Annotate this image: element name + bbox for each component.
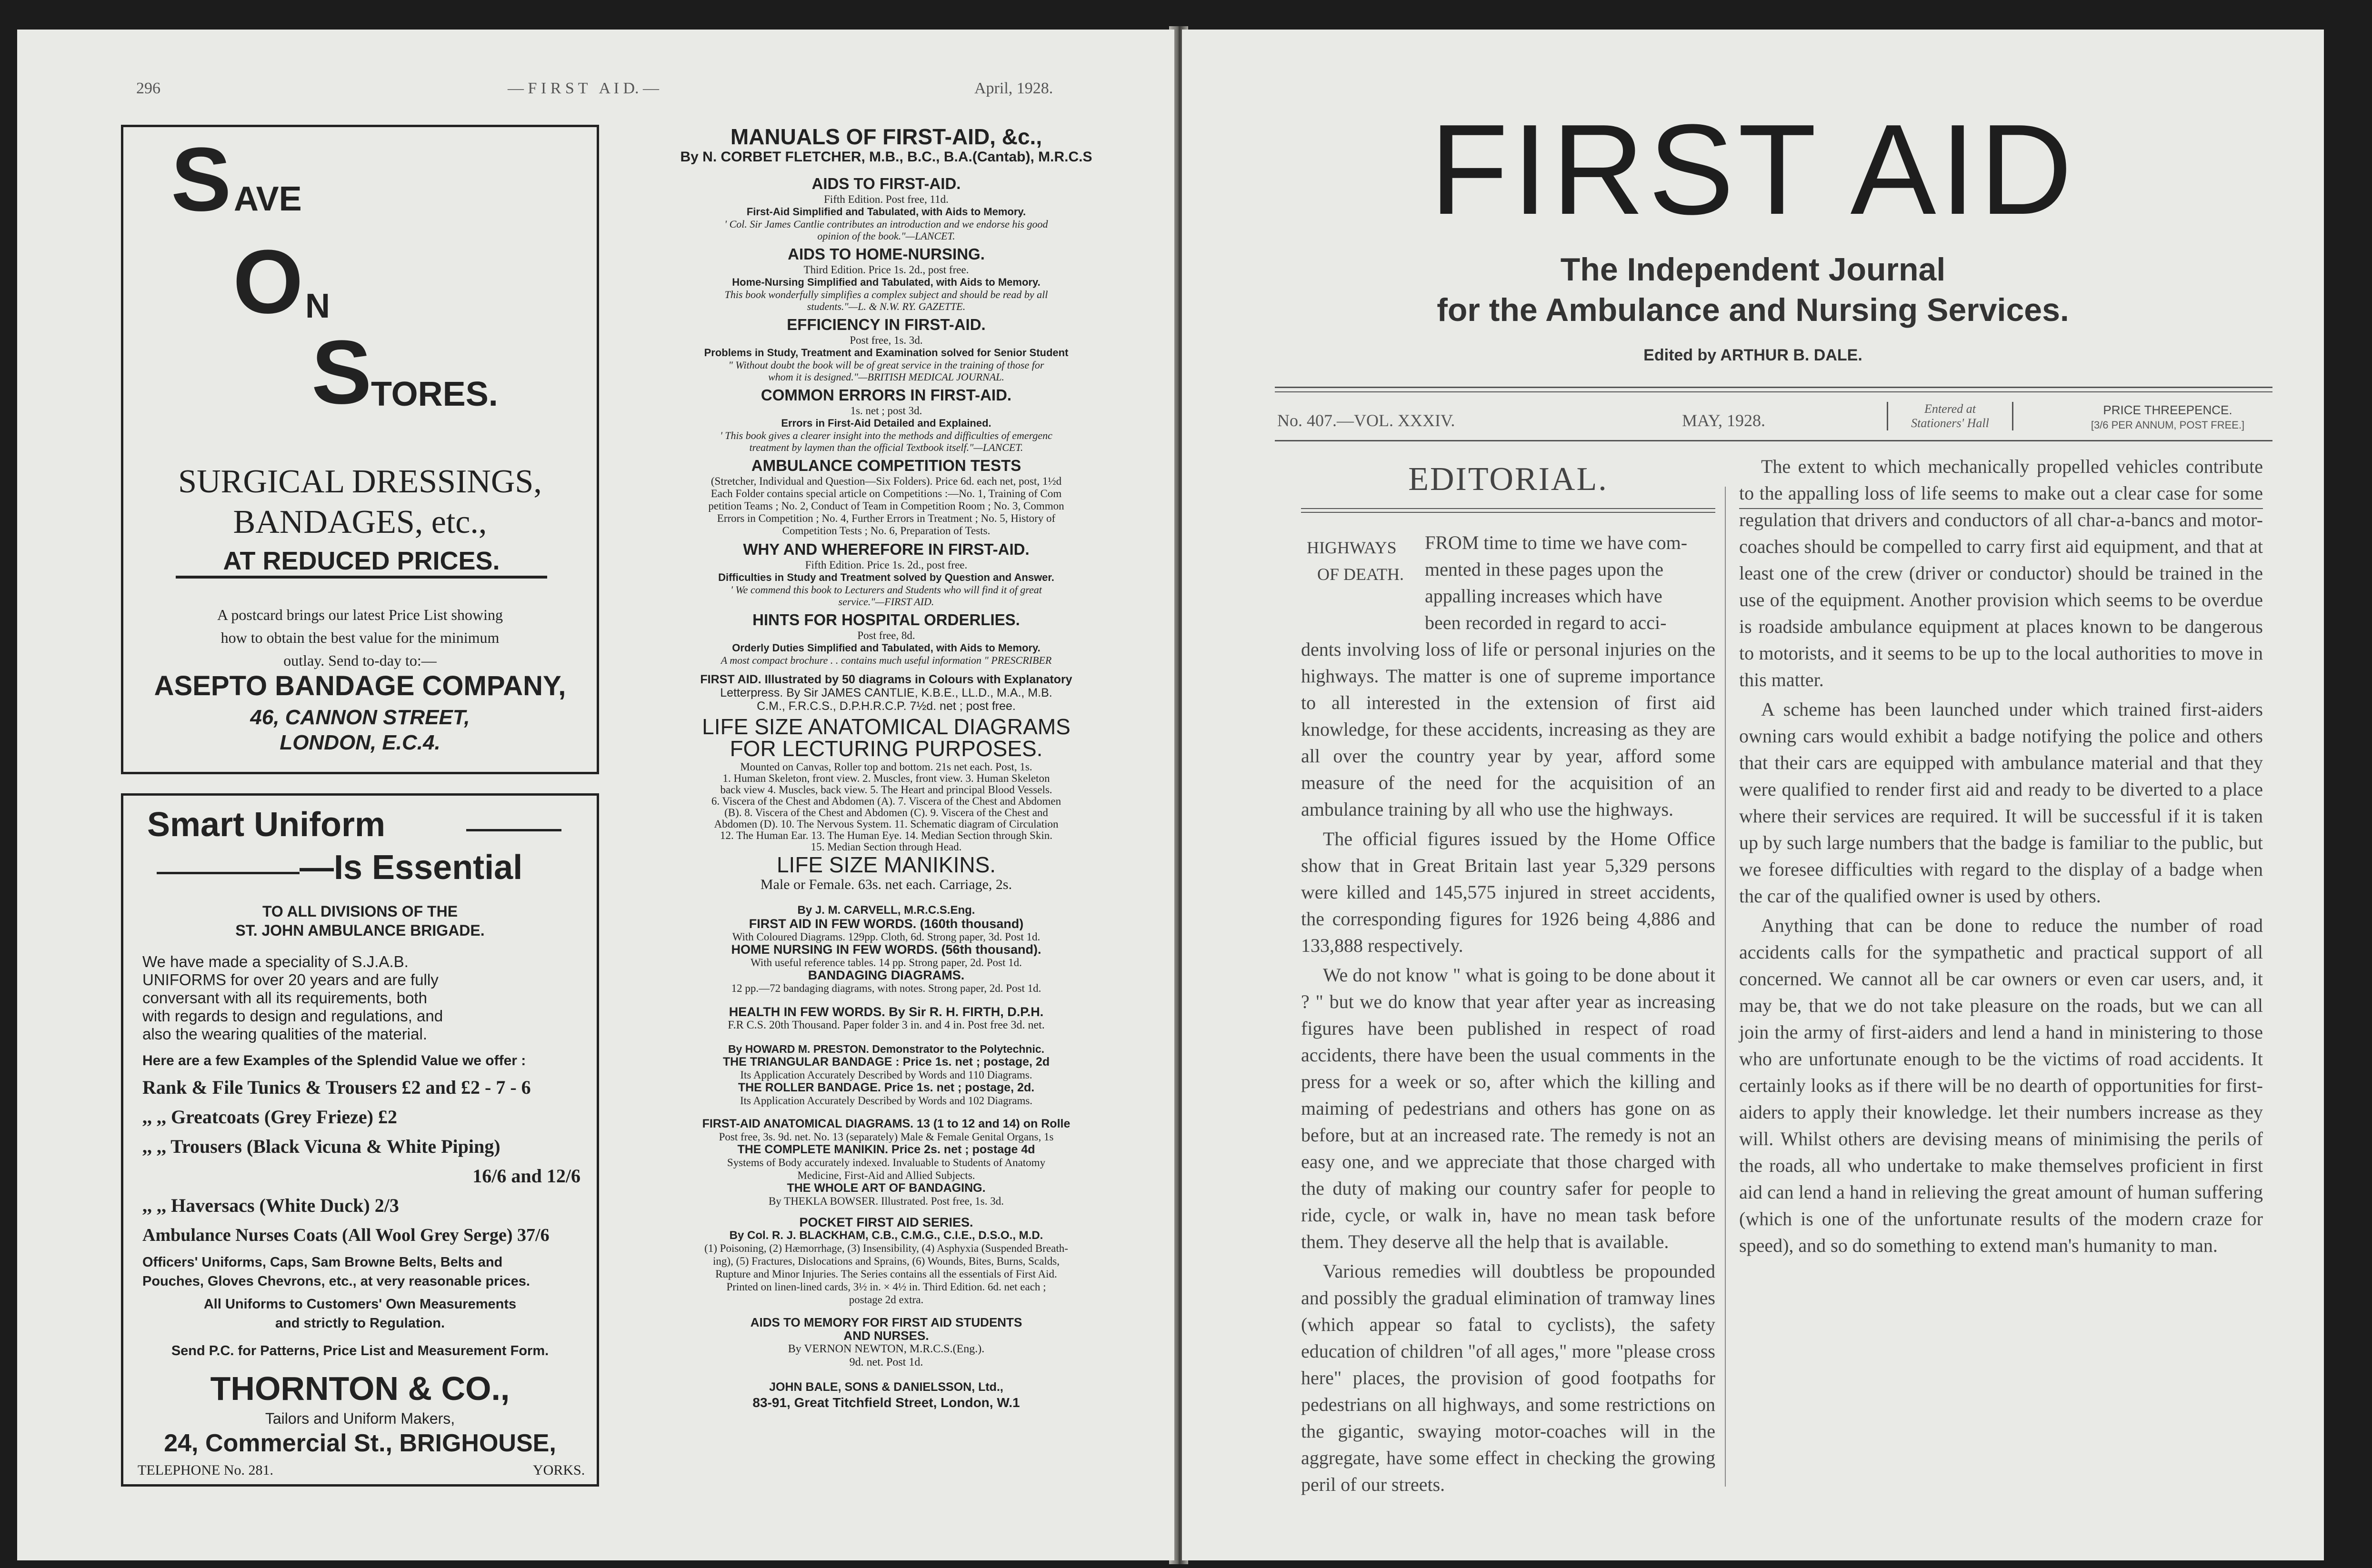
ad-price-item: ,, ,, Greatcoats (Grey Frieze) £2: [142, 1106, 397, 1128]
manual-line: opinion of the book."—LANCET.: [817, 230, 955, 242]
carvell-line: With useful reference tables. 14 pp. Strong paper, 2d. Post 1d.: [751, 957, 1022, 969]
ad-to-all: TO ALL DIVISIONS OF THE: [262, 903, 458, 920]
masthead-rule-top-2: [1275, 391, 2272, 392]
ad-surgical: SURGICAL DRESSINGS,: [178, 463, 542, 500]
ad-para-line: conversant with all its requirements, both: [142, 989, 427, 1007]
ad-send-pc: Send P.C. for Patterns, Price List and Measurement Form.: [171, 1343, 549, 1358]
preston-line: Its Application Accurately Described by Words and 102 Diagrams.: [740, 1095, 1033, 1107]
preston-author: By HOWARD M. PRESTON. Demonstrator to the Polytechnic.: [728, 1043, 1045, 1055]
diagram-line: Abdomen (D). 10. The Nervous System. 11. Schematic diagram of Circulation: [714, 819, 1059, 830]
diagrams-title-2: FOR LECTURING PURPOSES.: [730, 736, 1043, 761]
pocket-series: [622, 1216, 1151, 1306]
publisher-1: JOHN BALE, SONS & DANIELSSON, Ltd.,: [769, 1380, 1003, 1394]
manual-line: Home-Nursing Simplified and Tabulated, with Aids to Memory.: [732, 276, 1041, 288]
ad-officers-line: Pouches, Gloves Chevrons, etc., at very reasonable prices.: [142, 1274, 530, 1289]
editorial-paragraph: We do not know " what is going to be done about it ? " but we do know that year after year as increasing figures have been published in respect of road accidents, there have been the usual comments in the press for a week or so, after which the killing and maiming of pedestrians and others has gone on as before, but at an increased rate. The remedy is not an easy one, and we appreciate that those charged with the duty of making our country safer for people to ride, cycle, or walk in, have no mean task before them. They deserve all the help that is available.: [1301, 964, 1715, 1252]
diagram-line: Mounted on Canvas, Roller top and bottom. 21s net each. Post, 1s.: [740, 761, 1032, 773]
ad-desc: [123, 603, 597, 672]
page-number: 296: [136, 80, 160, 97]
manual-line: treatment by laymen than the official Textbook itself."—LANCET.: [749, 441, 1023, 453]
ad-all-uniforms: All Uniforms to Customers' Own Measurements: [203, 1297, 517, 1312]
manual-title: AIDS TO FIRST-AID.: [811, 175, 961, 192]
manual-line: Third Edition. Price 1s. 2d., post free.: [803, 264, 969, 276]
diagram-line: 6. Viscera of the Chest and Abdomen (A). 7. Viscera of the Chest and Abdomen: [711, 796, 1061, 807]
manual-line: Orderly Duties Simplified and Tabulated, with Aids to Memory.: [732, 642, 1041, 654]
ad-para-line: also the wearing qualities of the material.: [142, 1025, 427, 1043]
anat-line: FIRST-AID ANATOMICAL DIAGRAMS. 13 (1 to 12 and 14) on Rolle: [702, 1118, 1071, 1130]
preston-line: Its Application Accurately Described by Words and 110 Diagrams.: [740, 1069, 1032, 1081]
cantlie-line: FIRST AID. Illustrated by 50 diagrams in Colours with Explanatory: [700, 673, 1072, 686]
diagram-line: 15. Median Section through Head.: [811, 841, 962, 853]
ad-para-line: We have made a speciality of S.J.A.B.: [142, 953, 409, 970]
manuals-column: [622, 125, 1151, 1411]
ad-smart-uniform: [121, 793, 599, 1487]
side-heading: [1307, 534, 1404, 588]
aids-memory-line: 9d. net. Post 1d.: [849, 1356, 923, 1368]
manikins-title: LIFE SIZE MANIKINS.: [776, 852, 996, 877]
carvell-line: 12 pp.—72 bandaging diagrams, with notes. Strong paper, 2d. Post 1d.: [731, 982, 1041, 994]
manual-line: This book wonderfully simplifies a complex subject and should be read by all: [724, 289, 1048, 300]
ad-tores-text: TORES.: [371, 375, 498, 413]
carvell-line: FIRST AID IN FEW WORDS. (160th thousand): [749, 918, 1024, 930]
carvell-list: [622, 918, 1151, 995]
ad-s-letter: S: [171, 129, 231, 230]
manual-line: ' This book gives a clearer insight into the methods and difficulties of emergenc: [720, 429, 1052, 441]
diagrams-title-1: LIFE SIZE ANATOMICAL DIAGRAMS: [702, 714, 1071, 739]
ad-telephone: TELEPHONE No. 281.: [138, 1462, 273, 1478]
health-block: [622, 1005, 1151, 1032]
ad-desc-1: A postcard brings our latest Price List showing: [217, 606, 503, 623]
editorial-column-2: [1739, 453, 2263, 1262]
masthead-title: FIRST AID: [1430, 98, 2076, 241]
cantlie-line: C.M., F.R.C.S., D.P.H.R.C.P. 7½d. net ; post free.: [757, 699, 1016, 713]
publisher-2: 83-91, Great Titchfield Street, London, W.1: [752, 1395, 1020, 1410]
editorial-paragraph: The official figures issued by the Home Office show that in Great Britain last year 5,329 persons were killed and 145,575 injured in street accidents, the corresponding figures for 1926 being 4,886 and 133,888 respectively.: [1301, 828, 1715, 956]
price: PRICE THREEPENCE.: [2103, 403, 2232, 417]
manual-line: Problems in Study, Treatment and Examination solved for Senior Student: [704, 347, 1069, 359]
ad-county: YORKS.: [533, 1462, 585, 1478]
ad-officers: [142, 1253, 580, 1291]
cantlie-line: Letterpress. By Sir JAMES CANTLIE, K.B.E., LL.D., M.A., M.B.: [720, 686, 1052, 699]
manual-line: " Without doubt the book will be of great service in the training of those for: [728, 359, 1044, 371]
manual-line: First-Aid Simplified and Tabulated, with Aids to Memory.: [746, 206, 1026, 218]
manual-line: Difficulties in Study and Treatment solved by Question and Answer.: [718, 571, 1054, 583]
manual-line: (Stretcher, Individual and Question—Six Folders). Price 6d. each net, post, 1½d: [711, 475, 1062, 487]
issue-number: No. 407.—VOL. XXXIV.: [1277, 411, 1455, 430]
manual-line: Post free, 8d.: [857, 629, 915, 641]
ad-n-text: N: [305, 287, 330, 325]
diagrams-list: [622, 761, 1151, 853]
header-date: April, 1928.: [974, 80, 1053, 97]
ad-price-item: ,, ,, Trousers (Black Vicuna & White Piping): [142, 1136, 500, 1157]
issue-date: MAY, 1928.: [1682, 411, 1766, 430]
diagram-line: back view 4. Muscles, back view. 5. The Heart and principal Blood Vessels.: [720, 784, 1052, 796]
aids-memory-line: AIDS TO MEMORY FOR FIRST AID STUDENTS: [750, 1316, 1022, 1329]
ad-o-letter: O: [233, 231, 303, 332]
ad-para-line: with regards to design and regulations, and: [142, 1007, 443, 1025]
ad-reduced-prices: AT REDUCED PRICES.: [176, 546, 547, 579]
manual-title: AMBULANCE COMPETITION TESTS: [751, 457, 1021, 474]
manuals-author: By N. CORBET FLETCHER, M.B., B.C., B.A.(Cantab), M.R.C.S: [680, 149, 1092, 165]
ad-bandages: BANDAGES, etc.,: [233, 504, 487, 540]
ad-dash-2: [157, 872, 300, 874]
ad-city: LONDON, E.C.4.: [280, 731, 440, 754]
ad-street: 46, CANNON STREET,: [250, 706, 470, 729]
stationers-hall: [1887, 402, 2013, 430]
manual-line: Each Folder contains special article on Competitions :—No. 1, Training of Com: [711, 488, 1062, 499]
masthead-rule-bottom: [1275, 440, 2272, 441]
manual-line: ' We commend this book to Lecturers and Students who will find it of great: [731, 584, 1042, 596]
diagram-line: 1. Human Skeleton, front view. 2. Muscles, front view. 3. Human Skeleton: [722, 773, 1050, 784]
manual-line: Competition Tests ; No. 6, Preparation of Tests.: [782, 525, 991, 537]
manual-line: ' Col. Sir James Cantlie contributes an introduction and we endorse his good: [724, 218, 1048, 230]
ad-desc-3: outlay. Send to-day to:—: [283, 652, 437, 669]
masthead-subtitle-1: The Independent Journal: [1560, 251, 1946, 288]
pocket-line: By Col. R. J. BLACKHAM, C.B., C.M.G., C.I.E., D.S.O., M.D.: [729, 1229, 1043, 1242]
editorial-paragraph: Anything that can be done to reduce the number of road accidents calls for the sympathetic and practical support of all concerned. We cannot all be car owners or even car users, and, it may be, that we do not take pleasure on the roads, but we can all join the army of first-aiders and lend a hand in ministering to those who are unfortunate enough to be the victims of road accidents. It certainly looks as if there will be no dearth of opportunities for first-aiders to apply their knowledge. let their numbers increase as they will. Whilst others are devising means of minimising the perils of the roads, all who undertake to make themselves proficient in first aid can lend a hand in relieving the great amount of human suffering (which is one of the unfortunate results of the modern craze for speed), and so do something to extend man's humanity to man.: [1739, 915, 2263, 1256]
editorial-paragraph: The extent to which mechanically propelled vehicles contribute to the appalling loss of life seems to make out a clear case for some regulation that drivers and conductors of all char-a-bancs and motor-coaches should be compelled to carry first aid equipment, and that at least one of the crew (driver or conductor) should be trained in the use of the equipment. Another provision which seems to be overdue is roadside ambulance equipment at places known to be dangerous to motorists, and it seems to be up to the local authorities to move in this matter.: [1739, 456, 2263, 690]
editorial-paragraph: dents involving loss of life or personal injuries on the highways. The matter is one of supreme importance to all interested in the extension of first aid knowledge, for these accidents, increasing as they are all over the country year by year, afford some measure of the need for the acquisition of an ambulance training by all who use the highways.: [1301, 639, 1715, 820]
intro-line: appalling increases which have: [1425, 585, 1662, 607]
carvell-line: HOME NURSING IN FEW WORDS. (56th thousand).: [731, 943, 1041, 956]
carvell-line: BANDAGING DIAGRAMS.: [808, 969, 965, 982]
manual-line: Fifth Edition. Price 1s. 2d., post free.: [805, 559, 968, 571]
ad-price-list: [142, 1073, 580, 1250]
manual-line: service."—FIRST AID.: [838, 596, 934, 608]
health-line: HEALTH IN FEW WORDS. By Sir R. H. FIRTH, D.P.H.: [729, 1005, 1044, 1019]
editorial-title: EDITORIAL.: [1408, 461, 1608, 498]
ad-regulation: and strictly to Regulation.: [275, 1316, 445, 1331]
ad-s2-letter: S: [311, 322, 372, 423]
manual-line: petition Teams ; No. 2, Conduct of Team in Competition Room ; No. 3, Common: [708, 500, 1064, 512]
ad-company: ASEPTO BANDAGE COMPANY,: [154, 670, 566, 701]
anat-line: THE WHOLE ART OF BANDAGING.: [787, 1182, 986, 1195]
ad-save-on-stores: [121, 125, 599, 774]
pocket-line: POCKET FIRST AID SERIES.: [799, 1216, 973, 1229]
anat-line: Systems of Body accurately indexed. Invaluable to Students of Anatomy: [727, 1157, 1046, 1169]
preston-line: THE ROLLER BANDAGE. Price 1s. net ; postage, 2d.: [738, 1081, 1035, 1094]
anat-line: THE COMPLETE MANIKIN. Price 2s. net ; postage 4d: [737, 1143, 1035, 1156]
manual-line: 1s. net ; post 3d.: [850, 405, 922, 417]
running-title: — F I R S T A I D. —: [508, 80, 660, 97]
carvell-line: With Coloured Diagrams. 129pp. Cloth, 6d. Strong paper, 3d. Post 1d.: [732, 931, 1041, 943]
aids-memory: [622, 1316, 1151, 1369]
pocket-line: Printed on linen-lined cards, 3½ in. × 4½ in. Third Edition. 6d. net each ;: [726, 1281, 1046, 1293]
ad-price-item: ,, ,, Haversacs (White Duck) 2/3: [142, 1195, 399, 1216]
ad-price-item: 16/6 and 12/6: [472, 1165, 580, 1187]
ad-dash-1: [466, 829, 561, 831]
anat-line: By THEKLA BOWSER. Illustrated. Post free, 1s. 3d.: [768, 1195, 1004, 1207]
manual-line: students."—L. & N.W. RY. GAZETTE.: [807, 300, 966, 312]
anatomical-list: [622, 1118, 1151, 1208]
manual-line: Errors in First-Aid Detailed and Explained.: [781, 417, 991, 429]
editorial-column-1: [1301, 636, 1715, 1501]
ad-price-item: Ambulance Nurses Coats (All Wool Grey Serge) 37/6: [142, 1225, 550, 1245]
manual-line: A most compact brochure . . contains much useful information " PRESCRIBER: [721, 654, 1052, 666]
ad-para-line: UNIFORMS for over 20 years and are fully: [142, 971, 439, 989]
editorial-paragraph: A scheme has been launched under which trained first-aiders owning cars would exhibit a badge notifying the police and others that their cars are equipped with ambulance material and that they were qualified to render first aid and ready to be diverted to a place where their services are required. It will be successful if it is taken up by such large numbers that the badge is familiar to the public, but we foresee difficulties with regard to the display of a badge when the car of the qualified owner is used by others.: [1739, 699, 2263, 907]
manual-line: Post free, 1s. 3d.: [850, 334, 923, 346]
manuals-heading: MANUALS OF FIRST-AID, &c.,: [730, 124, 1042, 149]
manikins-line: Male or Female. 63s. net each. Carriage, 2s.: [760, 877, 1012, 892]
intro-line: been recorded in regard to acci-: [1425, 612, 1667, 633]
ad-tailors: Tailors and Uniform Makers,: [265, 1410, 455, 1427]
anat-line: Medicine, First-Aid and Allied Subjects.: [797, 1169, 975, 1181]
stationers-hall-text: Stationers' Hall: [1911, 416, 1989, 430]
manual-line: Fifth Edition. Post free, 11d.: [824, 193, 949, 205]
manual-title: COMMON ERRORS IN FIRST-AID.: [761, 386, 1012, 404]
ad-desc-2: how to obtain the best value for the minimum: [220, 629, 500, 646]
price-per-annum: [3/6 PER ANNUM, POST FREE.]: [2091, 419, 2245, 431]
manual-title: AIDS TO HOME-NURSING.: [788, 245, 985, 263]
intro-line: mented in these pages upon the: [1425, 559, 1663, 580]
pocket-line: Rupture and Minor Injuries. The Series contains all the essentials of First Aid.: [715, 1268, 1057, 1280]
manual-title: WHY AND WHEREFORE IN FIRST-AID.: [743, 540, 1030, 558]
intro-line: FROM time to time we have com-: [1425, 532, 1688, 553]
preston-list: [622, 1056, 1151, 1107]
carvell-author: By J. M. CARVELL, M.R.C.S.Eng.: [797, 904, 975, 917]
ad-smart-uniform-title: Smart Uniform: [147, 806, 386, 844]
first-aid-cantlie: [622, 673, 1151, 713]
editorial-rule: [1301, 508, 1715, 509]
preston-line: THE TRIANGULAR BANDAGE : Price 1s. net ; postage, 2d: [722, 1056, 1050, 1069]
anat-line: Post free, 3s. 9d. net. No. 13 (separately) Male & Female Genital Organs, 1s: [719, 1131, 1054, 1143]
ad-thornton: THORNTON & CO.,: [210, 1370, 510, 1407]
aids-memory-line: By VERNON NEWTON, M.R.C.S.(Eng.).: [788, 1343, 985, 1355]
column-divider: [1725, 487, 1726, 1487]
entered-at: Entered at: [1924, 402, 1976, 416]
ad-is-essential: —Is Essential: [300, 849, 523, 887]
ad-brigade: ST. JOHN AMBULANCE BRIGADE.: [235, 922, 485, 939]
ad-officers-line: Officers' Uniforms, Caps, Sam Browne Belts, Belts and: [142, 1255, 503, 1270]
manuals-list: [622, 174, 1151, 666]
manual-title: EFFICIENCY IN FIRST-AID.: [787, 316, 986, 333]
pocket-line: (1) Poisoning, (2) Hæmorrhage, (3) Insensibility, (4) Asphyxia (Suspended Breath-: [704, 1242, 1068, 1254]
ad-uniform-para: [142, 953, 580, 1043]
masthead-editor: Edited by ARTHUR B. DALE.: [1643, 346, 1862, 364]
diagram-line: 12. The Human Ear. 13. The Human Eye. 14. Median Section through Skin.: [720, 830, 1052, 841]
masthead-rule-top: [1275, 387, 2272, 388]
health-line: F.R C.S. 20th Thousand. Paper folder 3 in. and 4 in. Post free 3d. net.: [728, 1019, 1045, 1031]
ad-price-item: Rank & File Tunics & Trousers £2 and £2 - 7 - 6: [142, 1077, 531, 1098]
right-page: [1182, 30, 2324, 1560]
editorial-paragraph: Various remedies will doubtless be propounded and possibly the gradual elimination of tramway lines (which appear so fatal to cyclists), the safety education of children "of all ages," more "please cross here" places, the provision of good footpaths for pedestrians on all highways, and some restrictions on the gigantic, swaying motor-coaches will in the aggregate, have some effect in checking the growing peril of our streets.: [1301, 1260, 1715, 1495]
manual-title: HINTS FOR HOSPITAL ORDERLIES.: [752, 611, 1020, 629]
manual-line: Errors in Competition ; No. 4, Further Errors in Treatment ; No. 5, History of: [717, 512, 1056, 524]
ad-examples: Here are a few Examples of the Splendid Value we offer :: [142, 1053, 526, 1069]
ad-ave-text: AVE: [234, 180, 302, 218]
aids-memory-line: AND NURSES.: [843, 1329, 929, 1342]
side-heading-2: OF DEATH.: [1317, 565, 1404, 584]
manual-line: whom it is designed."—BRITISH MEDICAL JOURNAL.: [768, 371, 1004, 383]
ad-address: 24, Commercial St., BRIGHOUSE,: [164, 1429, 556, 1457]
editorial-intro: [1425, 529, 1715, 636]
editorial-rule-2: [1301, 512, 1715, 513]
masthead-subtitle-2: for the Ambulance and Nursing Services.: [1437, 292, 2069, 328]
pocket-line: postage 2d extra.: [849, 1294, 924, 1306]
pocket-line: ing), (5) Fractures, Dislocations and Sprains, (6) Wounds, Bites, Burns, Scalds,: [713, 1255, 1060, 1267]
diagram-line: (B). 8. Viscera of the Chest and Abdomen (C). 9. Viscera of the Chest and: [724, 807, 1048, 819]
side-heading-1: HIGHWAYS: [1307, 538, 1397, 557]
left-page: [17, 30, 1174, 1560]
